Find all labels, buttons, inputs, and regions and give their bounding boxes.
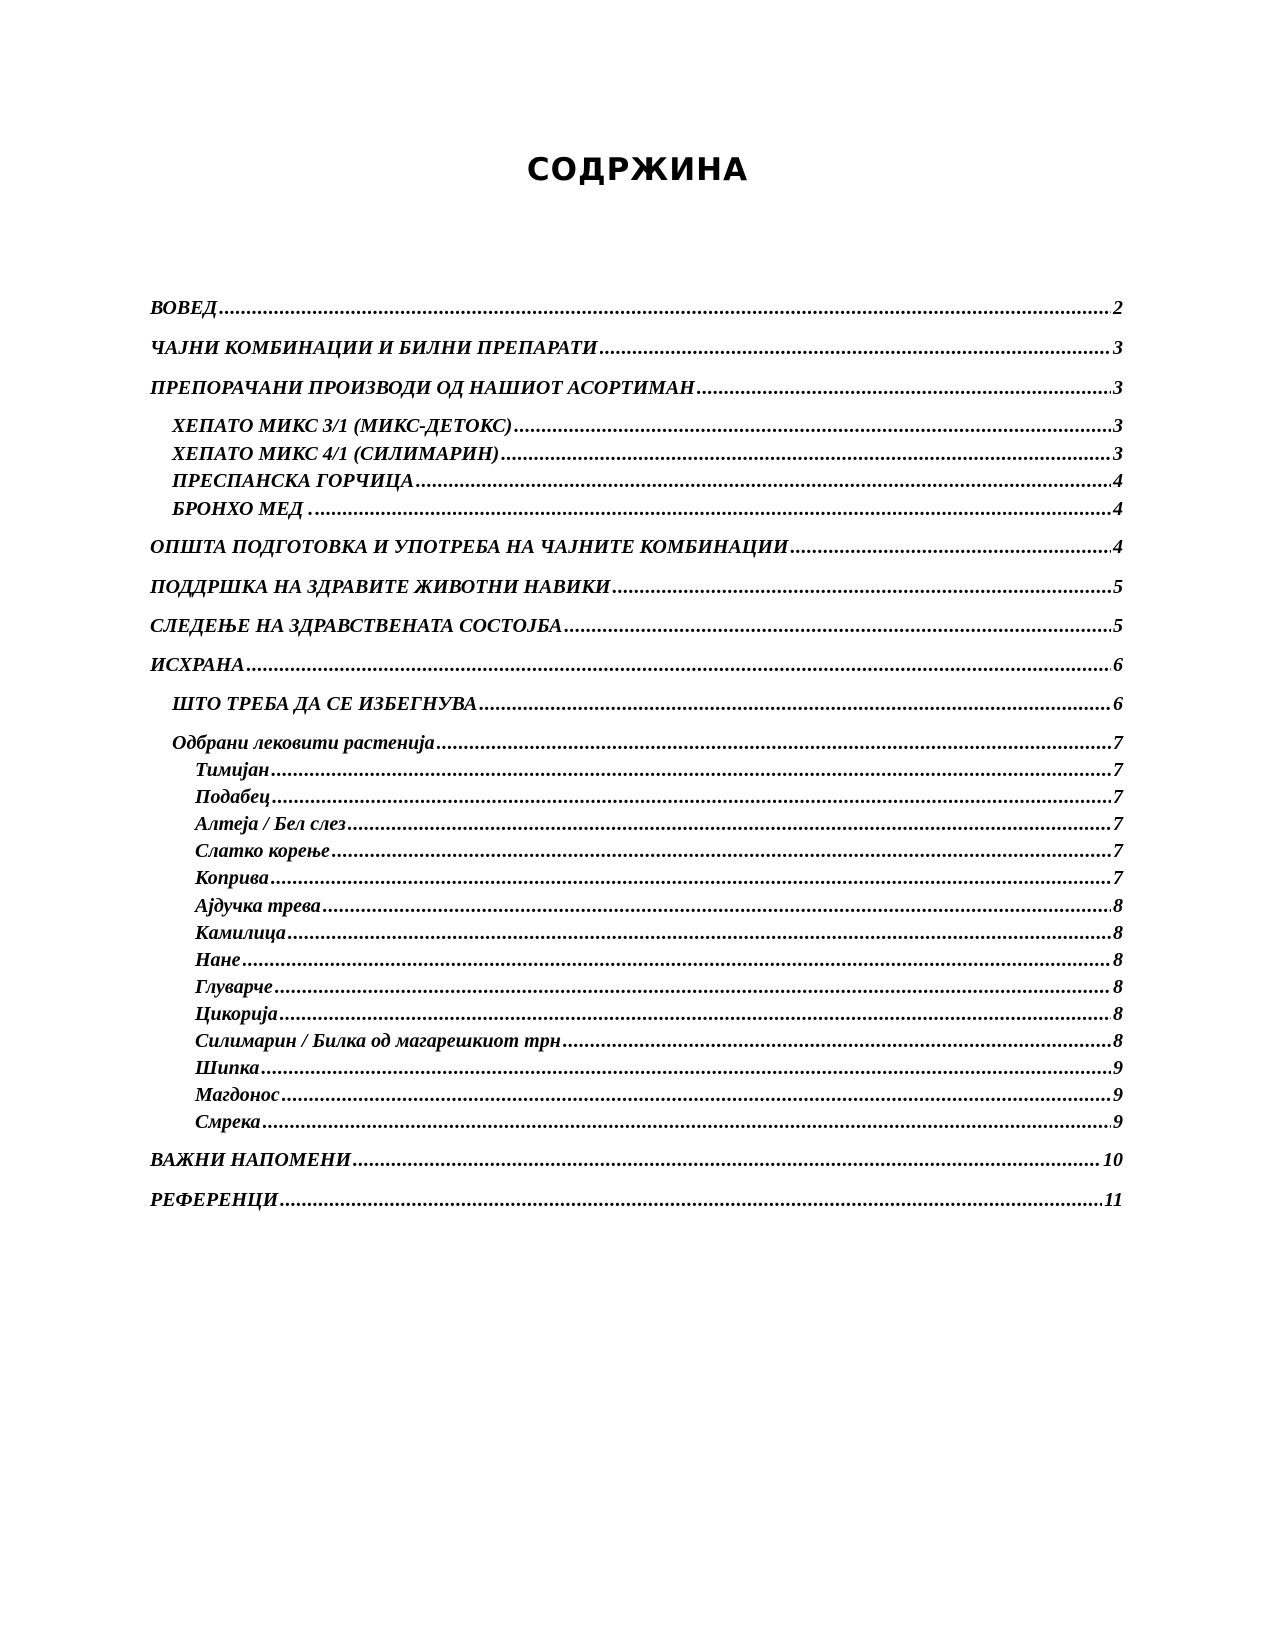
toc-entry-label: Смрека [195,1111,261,1133]
toc-entry-label: Одбрани лековити растенија [172,732,435,754]
toc-leader-dots [219,296,1111,320]
toc-page-number: 3 [1113,377,1123,399]
toc-leader-dots [612,575,1111,599]
toc-page-number: 3 [1113,443,1123,465]
toc-leader-dots [271,866,1111,890]
toc-leader-dots [272,785,1111,809]
toc-entry-hepato-mix-3-1[interactable] [150,414,1123,438]
toc-leader-dots [288,921,1111,945]
toc-entry-label: ЧАЈНИ КОМБИНАЦИИ И БИЛНИ ПРЕПАРАТИ [150,337,598,359]
toc-entry-label: Тимијан [195,759,270,781]
toc-entry-label: ВАЖНИ НАПОМЕНИ [150,1149,352,1171]
toc-page-number: 10 [1103,1149,1123,1171]
toc-entry-what-to-avoid[interactable] [150,692,1123,716]
toc-entry-marshmallow[interactable] [150,812,1123,836]
toc-leader-dots [323,894,1111,918]
toc-entry-references[interactable] [150,1188,1123,1212]
toc-entry-label: Силимарин / Билка од магарешкиот трн [195,1030,561,1052]
toc-page-number: 7 [1113,759,1123,781]
toc-leader-dots [353,1148,1101,1172]
toc-leader-dots [600,336,1111,360]
toc-entry-prespa-mustard[interactable] [150,469,1123,493]
toc-entry-label: ПРЕПОРАЧАНИ ПРОИЗВОДИ ОД НАШИОТ АСОРТИМАН [150,377,695,399]
toc-entry-chamomile[interactable] [150,921,1123,945]
toc-leader-dots [514,414,1111,438]
toc-page-number: 3 [1113,337,1123,359]
toc-entry-nettle[interactable] [150,866,1123,890]
toc-entry-yarrow[interactable] [150,894,1123,918]
toc-entry-label: Магдонос [195,1084,280,1106]
toc-page-number: 4 [1113,498,1123,520]
toc-leader-dots [247,653,1111,677]
toc-entry-dandelion[interactable] [150,975,1123,999]
toc-entry-label: СЛЕДЕЊЕ НА ЗДРАВСТВЕНАТА СОСТОЈБА [150,615,563,637]
toc-entry-label: Слатко корење [195,840,330,862]
page-title: СОДРЖИНА [526,152,749,188]
toc-entry-label: ШТО ТРЕБА ДА СЕ ИЗБЕГНУВА [172,693,478,715]
toc-entry-health-monitoring[interactable] [150,614,1123,638]
toc-leader-dots [271,758,1111,782]
toc-page-number: 5 [1113,576,1123,598]
toc-page-number: 6 [1113,693,1123,715]
toc-entry-label: Ајдучка трева [195,895,321,917]
toc-leader-dots [315,497,1111,521]
toc-leader-dots [280,1002,1111,1026]
toc-entry-label: Коприва [195,867,269,889]
toc-page-number: 3 [1113,415,1123,437]
toc-entry-podabec[interactable] [150,785,1123,809]
toc-entry-recommended-products[interactable] [150,376,1123,400]
toc-entry-label: ОПШТА ПОДГОТОВКА И УПОТРЕБА НА ЧАЈНИТЕ КОМБИНАЦИИ [150,536,789,558]
toc-page-number: 7 [1113,786,1123,808]
toc-entry-general-preparation[interactable] [150,535,1123,559]
toc-entry-label: Подабец [195,786,271,808]
toc-page-number: 11 [1104,1189,1123,1211]
toc-page-number: 9 [1113,1084,1123,1106]
toc-entry-label: ИСХРАНА [150,654,245,676]
toc-page-number: 7 [1113,813,1123,835]
toc-entry-label: ВОВЕД [150,297,218,319]
toc-page-number: 7 [1113,867,1123,889]
toc-page-number: 8 [1113,949,1123,971]
toc-leader-dots [263,1110,1111,1134]
toc-page-number: 4 [1113,470,1123,492]
toc-entry-label: РЕФЕРЕНЦИ [150,1189,279,1211]
toc-entry-tea-combinations[interactable] [150,336,1123,360]
toc-entry-introduction[interactable] [150,296,1123,320]
toc-entry-label: Камилица [195,922,286,944]
toc-entry-juniper[interactable] [150,1110,1123,1134]
toc-entry-hepato-mix-4-1[interactable] [150,442,1123,466]
toc-entry-label: Нане [195,949,241,971]
toc-leader-dots [280,1188,1102,1212]
toc-leader-dots [275,975,1111,999]
toc-entry-chicory[interactable] [150,1002,1123,1026]
toc-entry-label: ХЕПАТО МИКС 4/1 (СИЛИМАРИН) [172,443,500,465]
toc-entry-label: Алтеја / Бел слез [195,813,346,835]
toc-leader-dots [564,614,1111,638]
toc-page-number: 8 [1113,895,1123,917]
toc-page-number: 9 [1113,1111,1123,1133]
toc-leader-dots [261,1056,1111,1080]
toc-page-number: 8 [1113,922,1123,944]
toc-leader-dots [282,1083,1111,1107]
toc-leader-dots [348,812,1111,836]
toc-entry-licorice[interactable] [150,839,1123,863]
toc-entry-label: ХЕПАТО МИКС 3/1 (МИКС-ДЕТОКС) [172,415,513,437]
toc-page-number: 7 [1113,732,1123,754]
toc-page-number: 8 [1113,1003,1123,1025]
toc-entry-thyme[interactable] [150,758,1123,782]
toc-entry-label: Глуварче [195,976,273,998]
toc-entry-label: Шипка [195,1057,260,1079]
toc-leader-dots [332,839,1111,863]
toc-entry-nutrition[interactable] [150,653,1123,677]
toc-page-number: 9 [1113,1057,1123,1079]
toc-entry-important-notes[interactable] [150,1148,1123,1172]
toc-page-number: 5 [1113,615,1123,637]
toc-entry-broncho-honey[interactable] [150,497,1123,521]
toc-entry-label: ПОДДРШКА НА ЗДРАВИТЕ ЖИВОТНИ НАВИКИ [150,576,611,598]
toc-leader-dots [697,376,1111,400]
toc-entry-label: Цикорија [195,1003,278,1025]
toc-entry-mint[interactable] [150,948,1123,972]
toc-entry-parsley[interactable] [150,1083,1123,1107]
toc-page-number: 8 [1113,1030,1123,1052]
toc-page-number: 2 [1113,297,1123,319]
toc-leader-dots [563,1029,1111,1053]
toc-page-number: 6 [1113,654,1123,676]
toc-page-number: 4 [1113,536,1123,558]
toc-page-number: 8 [1113,976,1123,998]
toc-entry-rosehip[interactable] [150,1056,1123,1080]
toc-leader-dots [416,469,1111,493]
toc-entry-label: БРОНХО МЕД . [172,498,314,520]
toc-page-number: 7 [1113,840,1123,862]
toc-leader-dots [479,692,1111,716]
toc-leader-dots [501,442,1111,466]
toc-entry-selected-plants[interactable] [150,731,1123,755]
toc-leader-dots [790,535,1111,559]
toc-entry-healthy-habits[interactable] [150,575,1123,599]
toc-entry-milk-thistle[interactable] [150,1029,1123,1053]
toc-leader-dots [437,731,1111,755]
toc-leader-dots [243,948,1111,972]
toc-entry-label: ПРЕСПАНСКА ГОРЧИЦА [172,470,415,492]
